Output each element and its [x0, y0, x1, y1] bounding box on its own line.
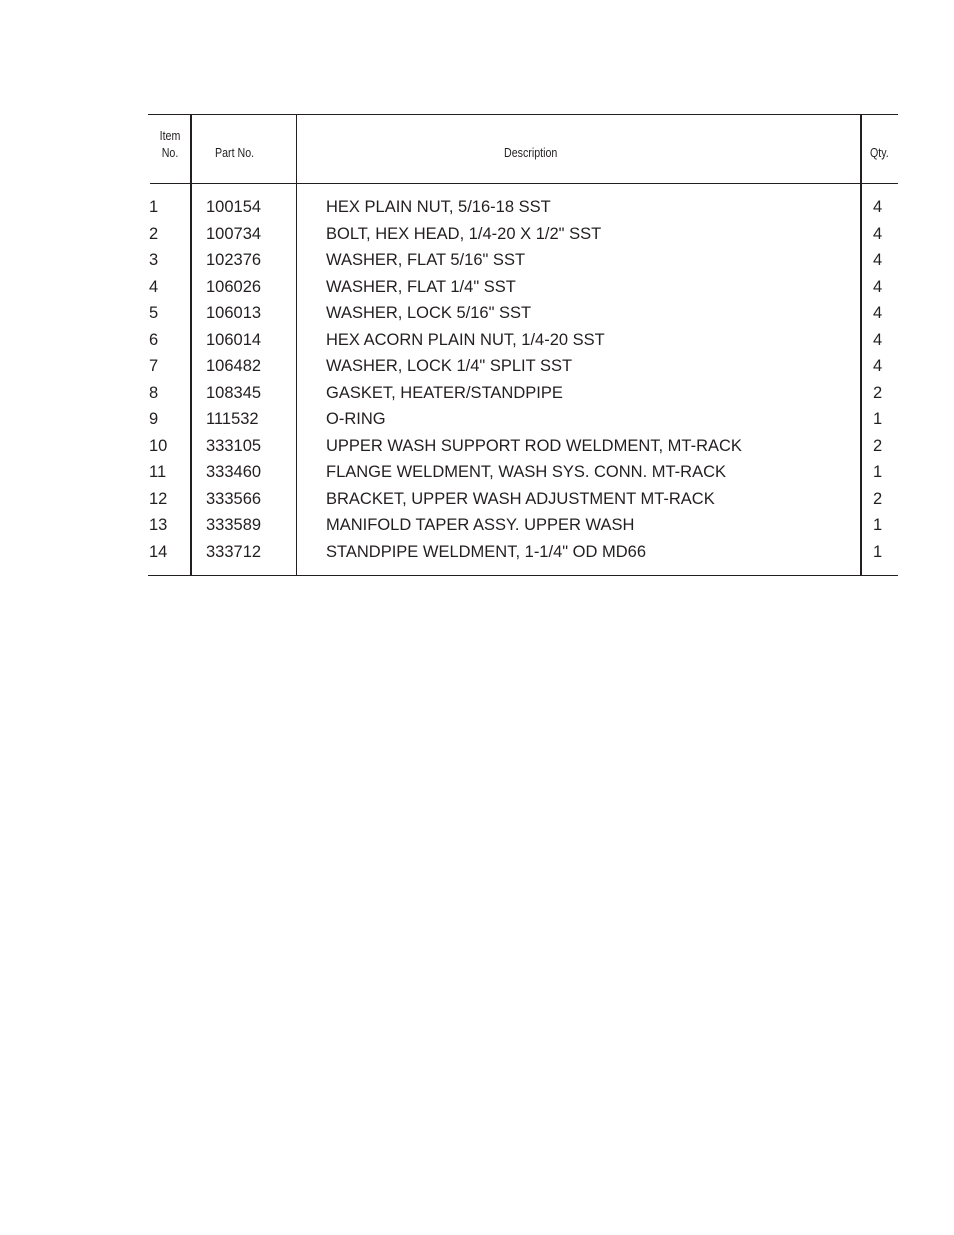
item-no-cell: 2 [149, 224, 159, 243]
item-no-cell: 8 [149, 383, 159, 402]
qty-cell: 1 [873, 516, 883, 534]
description-cell: BOLT, HEX HEAD, 1/4-20 X 1/2" SST [326, 224, 602, 243]
qty-cell: 2 [873, 436, 883, 455]
part-no-cell: 106026 [206, 277, 262, 296]
item-no-cell: 12 [149, 489, 168, 508]
header-bottom-rule [150, 183, 898, 184]
item-no-cell: 9 [149, 410, 159, 428]
table-row [148, 197, 898, 224]
part-no-cell: 333105 [206, 436, 262, 455]
header-item-line2: No. [161, 145, 179, 160]
item-no-cell: 5 [149, 304, 159, 322]
description-cell: HEX PLAIN NUT, 5/16-18 SST [326, 198, 551, 216]
header-item-line1: Item [159, 128, 181, 143]
description-cell: O-RING [326, 410, 386, 428]
part-no-cell: 100734 [206, 224, 262, 243]
qty-cell: 4 [873, 251, 883, 269]
table-top-rule [148, 114, 898, 115]
table-row [148, 356, 898, 383]
item-no-cell: 10 [149, 436, 168, 455]
part-no-cell: 106482 [206, 357, 262, 375]
part-no-cell: 106014 [206, 330, 262, 349]
qty-cell: 4 [873, 357, 883, 375]
table-row [148, 436, 898, 463]
part-no-cell: 333566 [206, 489, 262, 508]
header-qty: Qty. [870, 145, 889, 160]
item-no-cell: 14 [149, 542, 168, 561]
description-cell: HEX ACORN PLAIN NUT, 1/4-20 SST [326, 330, 605, 349]
description-cell: MANIFOLD TAPER ASSY. UPPER WASH [326, 516, 635, 534]
description-cell: UPPER WASH SUPPORT ROD WELDMENT, MT-RACK [326, 436, 742, 455]
item-no-cell: 1 [149, 198, 159, 216]
item-no-cell: 13 [149, 516, 168, 534]
qty-cell: 4 [873, 304, 883, 322]
qty-cell: 2 [873, 383, 883, 402]
description-cell: WASHER, LOCK 1/4" SPLIT SST [326, 357, 573, 375]
table-row [148, 383, 898, 410]
table-row [148, 542, 898, 569]
description-cell: BRACKET, UPPER WASH ADJUSTMENT MT-RACK [326, 489, 715, 508]
description-cell: STANDPIPE WELDMENT, 1-1/4" OD MD66 [326, 542, 647, 561]
qty-cell: 4 [873, 224, 883, 243]
table-row [148, 330, 898, 357]
description-cell: GASKET, HEATER/STANDPIPE [326, 383, 563, 402]
part-no-cell: 111532 [206, 410, 259, 428]
qty-cell: 4 [873, 277, 883, 296]
header-item-no [157, 127, 183, 161]
table-row [148, 224, 898, 251]
qty-cell: 2 [873, 489, 883, 508]
description-cell: FLANGE WELDMENT, WASH SYS. CONN. MT-RACK [326, 463, 727, 481]
part-no-cell: 100154 [206, 198, 262, 216]
table-row [148, 303, 898, 330]
table-row [148, 515, 898, 542]
item-no-cell: 6 [149, 330, 159, 349]
item-no-cell: 3 [149, 251, 159, 269]
table-row [148, 250, 898, 277]
qty-cell: 4 [873, 198, 883, 216]
header-description: Description [504, 145, 558, 160]
part-no-cell: 102376 [206, 251, 262, 269]
table-body [148, 197, 898, 568]
description-cell: WASHER, LOCK 5/16" SST [326, 304, 532, 322]
qty-cell: 4 [873, 330, 883, 349]
part-no-cell: 333460 [206, 463, 262, 481]
item-no-cell: 11 [149, 463, 167, 481]
qty-cell: 1 [873, 410, 883, 428]
part-no-cell: 106013 [206, 304, 262, 322]
table-row [148, 409, 898, 436]
qty-cell: 1 [873, 542, 883, 561]
part-no-cell: 333712 [206, 542, 262, 561]
item-no-cell: 7 [149, 357, 159, 375]
header-part-no: Part No. [215, 145, 255, 160]
part-no-cell: 333589 [206, 516, 262, 534]
qty-cell: 1 [873, 463, 883, 481]
table-row [148, 277, 898, 304]
table-bottom-rule [148, 575, 898, 576]
table-row [148, 489, 898, 516]
part-no-cell: 108345 [206, 383, 262, 402]
description-cell: WASHER, FLAT 5/16" SST [326, 251, 526, 269]
description-cell: WASHER, FLAT 1/4" SST [326, 277, 516, 296]
item-no-cell: 4 [149, 277, 159, 296]
parts-list-table [148, 114, 898, 576]
table-row [148, 462, 898, 489]
